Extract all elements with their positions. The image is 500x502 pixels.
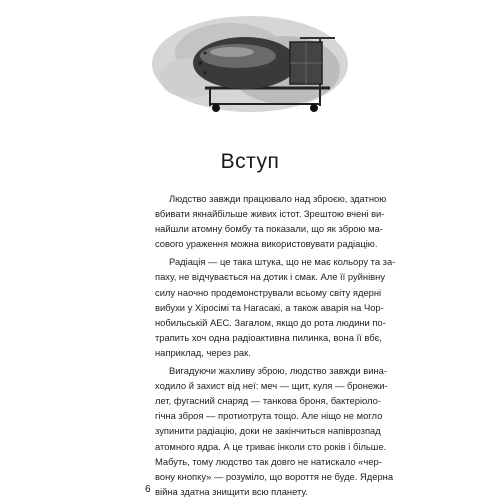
- paragraph-3: [155, 363, 394, 499]
- text-line: гічна зброя — протиотрута тощо. Але ніщо не могло: [155, 410, 383, 422]
- atomic-bomb-illustration: [150, 8, 350, 120]
- text-line: атомного ядра. А це триває інколи сто років і більше.: [155, 440, 387, 452]
- text-line: найшли атомну бомбу та показали, що як зброю ма-: [155, 223, 383, 235]
- text-line: війна здатна знищити всю планету.: [155, 485, 308, 497]
- atomic-bomb-drawing: [150, 8, 350, 120]
- text-line: вбивати якнайбільше живих істот. Зрештою вчені ви-: [155, 208, 385, 220]
- text-line: Мабуть, тому людство так довго не натискало «чер-: [155, 455, 382, 467]
- text-line: вону кнопку» — розуміло, що вороття не буде. Ядерна: [155, 470, 394, 482]
- paragraph-2: [155, 254, 396, 360]
- text-line: Радіація — це така штука, що не має кольору та за-: [169, 256, 396, 268]
- text-line: Людство завжди працювало над зброєю, здатною: [169, 193, 387, 204]
- text-line: трапить хоч одна радіоактивна пилинка, вона її вбє,: [155, 331, 382, 343]
- text-line: силу наочно продемонстрували всьому світу ядерні: [155, 286, 382, 298]
- text-line: лет, фугасний снаряд — танкова броня, бактеріоло-: [155, 395, 381, 407]
- chapter-title: Вступ: [220, 150, 280, 173]
- text-line: зупинити радіацію, доки не закінчиться напіврозпад: [155, 425, 381, 437]
- text-line: ходило й захист від неї: меч — щит, куля — бронежи-: [155, 380, 388, 392]
- text-line: сового ураження можна використовувати радіацію.: [155, 238, 378, 250]
- text-line: Вигадуючи жахливу зброю, людство завжди вина-: [169, 365, 387, 377]
- paragraph-1: [155, 191, 387, 251]
- text-line: нобильській АЕС. Загалом, якщо до рота людини по-: [155, 316, 386, 328]
- body-text: [155, 191, 396, 502]
- text-line: наприклад, через рак.: [155, 346, 251, 358]
- page-number: 6: [145, 484, 151, 495]
- text-line: паху, не відчувається на дотик і смак. Але її руйнівну: [155, 271, 386, 283]
- text-line: вибухи у Хіросімі та Нагасакі, а також аварія на Чор-: [155, 301, 384, 313]
